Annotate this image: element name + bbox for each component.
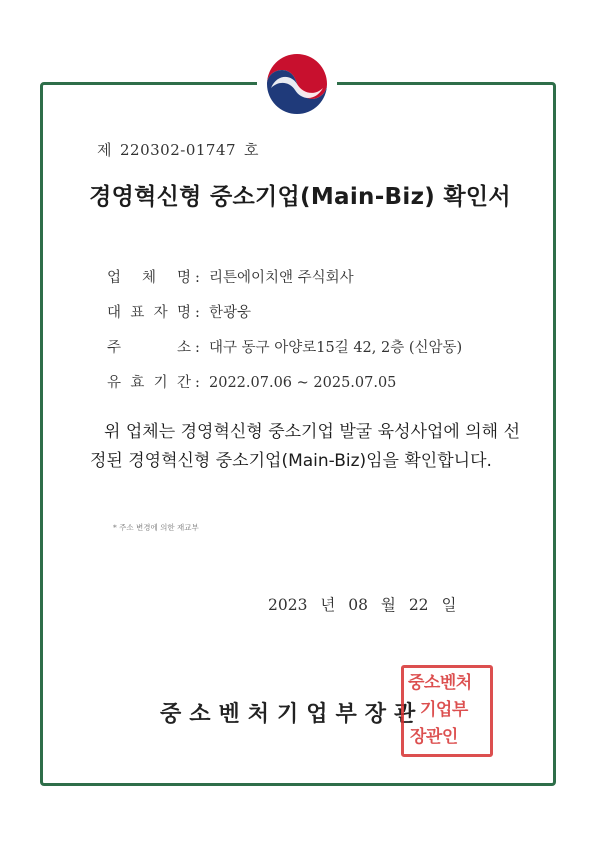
seal-line: 기업부 <box>420 700 468 720</box>
field-company-name <box>107 266 462 301</box>
official-seal-stamp <box>401 665 493 757</box>
field-label-char: 업 <box>107 270 122 286</box>
field-label-char: 주 <box>107 340 122 356</box>
field-label <box>107 266 195 287</box>
certificate-number-value: 220302-01747 <box>120 141 237 159</box>
field-label-char: 간 <box>176 375 191 391</box>
field-label-char: 명 <box>176 270 191 286</box>
field-label-char: 체 <box>141 270 156 286</box>
field-colon: : <box>195 305 200 321</box>
field-label-char: 명 <box>176 305 191 321</box>
field-label-char: 자 <box>153 305 168 321</box>
field-value: 2022.07.06 ~ 2025.07.05 <box>209 375 397 391</box>
certificate-fields <box>107 266 462 406</box>
reissue-footnote: * 주소 변경에 의한 재교부 <box>113 523 199 532</box>
certificate-number-prefix: 제 <box>97 141 112 159</box>
field-label <box>107 371 195 392</box>
field-label <box>107 301 195 322</box>
field-colon: : <box>195 375 200 391</box>
field-label-char: 유 <box>107 375 122 391</box>
certificate-number <box>97 139 259 160</box>
field-label-char: 표 <box>130 305 145 321</box>
field-label <box>107 336 195 357</box>
field-colon: : <box>195 270 200 286</box>
field-label-char: 기 <box>153 375 168 391</box>
field-validity-period <box>107 371 462 406</box>
issue-date: 2023 년 08 월 22 일 <box>268 596 457 614</box>
field-value: 대구 동구 아양로15길 42, 2층 (신암동) <box>209 340 463 356</box>
certificate-number-suffix: 호 <box>244 141 260 159</box>
field-label-char: 대 <box>107 305 122 321</box>
seal-line: 장관인 <box>410 727 458 747</box>
field-address <box>107 336 462 371</box>
field-representative <box>107 301 462 336</box>
seal-line: 중소벤처 <box>408 673 472 693</box>
field-value: 한광웅 <box>209 305 252 321</box>
field-value: 리튼에이치앤 주식회사 <box>209 270 354 286</box>
field-label-char: 소 <box>176 340 191 356</box>
issuer-name: 중소벤처기업부장관 <box>160 702 424 727</box>
taegeuk-emblem-icon <box>257 44 337 124</box>
field-label-char: 효 <box>130 375 145 391</box>
certification-statement-text: 위 업체는 경영혁신형 중소기업 발굴 육성사업에 의해 선정된 경영혁신형 중소기업(Main-Biz)임을 확인합니다. <box>90 422 520 471</box>
certification-statement <box>90 418 520 476</box>
certificate-title: 경영혁신형 중소기업(Main-Biz) 확인서 <box>89 184 511 210</box>
field-colon: : <box>195 340 200 356</box>
